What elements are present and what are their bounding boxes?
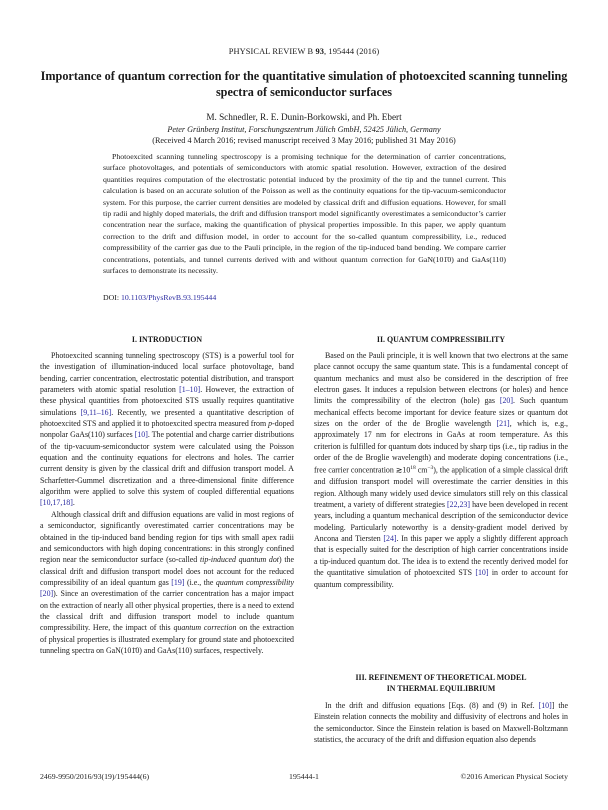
intro-paragraph-2 [40, 509, 294, 656]
citation-link[interactable]: [19] [171, 577, 185, 587]
citation-link[interactable]: [10] [475, 568, 489, 578]
text-span: on the extraction of physical properties is illustrated exemplary for ground state and photoexcited tunneling spectra on GaN(101̄0) and GaAs(110) surfaces, respectively. [40, 623, 294, 655]
journal-article-info: , 195444 (2016) [324, 47, 380, 56]
text-span: , which is, e.g., approximately 17 nm for electrons in GaAs at room temperature. As this criterion is fulfilled for quantum dots induced by sharp tips (i.e., tip radius in the order of the de Broglie wavelength) and moderate doping concentrations (i.e., free carrier concentration ≳10 [314, 419, 568, 476]
quantum-compressibility-column [314, 350, 568, 590]
text-span: . The potential and charge carrier distributions of the tip-vacuum-semiconductor system were calculated using the Poisson equation and the continuity equations for electrons and holes. The carrier current density is given by the classical drift and diffusion transport model. A Scharfetter-Gummel discretization and a three-dimensional finite difference algorithm were applied to solve this system of coupled differential equations [40, 430, 294, 497]
text-span: ) the classical drift and diffusion transport model does not account for the reduced compressibility of an ideal quantum gas [40, 555, 294, 587]
italic-text: quantum correction [173, 623, 237, 633]
citation-link[interactable]: [20] [40, 589, 54, 599]
citation-link[interactable]: [1–10] [179, 385, 201, 395]
section-heading-quantum-compressibility: II. QUANTUM COMPRESSIBILITY [376, 335, 506, 344]
text-span: ] the Einstein relation connects the mobility and diffusivity of electrons and holes in the semiconductor. Since the Einstein relation is based on Maxwell-Boltzmann statistics, the accuracy of the drift and diffusion equation also depends [314, 701, 568, 745]
doi-label: DOI: [103, 293, 121, 302]
text-span: . [72, 498, 75, 508]
citation-link[interactable]: [20] [499, 396, 513, 406]
italic-text: p [268, 419, 273, 429]
citation-link[interactable]: [22,23] [447, 500, 471, 510]
text-span: Although classical drift and diffusion equations are valid in most regions of a semiconductor, significantly overestimated carrier concentrations may be obtained in the tip-induced band bending region for tips with small apex radii and semiconductors with high doping concentrations: in this strongly confined region near the semiconductor surface (so-called [40, 509, 294, 565]
paper-title: Importance of quantum correction for the quantitative simulation of photoexcited scanning tunneling spectra of semiconductor surfaces [40, 69, 568, 99]
text-span: -doped nonpolar GaAs(110) surfaces [40, 419, 294, 440]
text-span: cm [415, 466, 428, 476]
text-span: . Recently, we presented a quantitative description of photoexcited STS and applied it to photoexcited spectra measured from [40, 407, 295, 429]
text-span: ). Since an overestimation of the carrier concentration has a major impact on the extraction of nearly all other physical properties, there is a need to extend the classical drift and diffusion transport model to include quantum compressibility. Here, the impact of this [40, 589, 294, 633]
footer-copyright: ©2016 American Physical Society [460, 772, 568, 781]
text-span: Based on the Pauli principle, it is well known that two electrons at the same place cannot occupy the same quantum state. This is a fundamental concept of quantum mechanics and must also be considered in the description of free electron gases. It induces a repulsion between electrons (or holes) and hence limits the compressibility of the electron (hole) gas [314, 351, 568, 406]
doi-link[interactable]: 10.1103/PhysRevB.93.195444 [120, 293, 217, 302]
doi-line [103, 293, 216, 302]
footer-page-number: 195444-1 [289, 772, 319, 781]
refinement-paragraph-1 [314, 700, 568, 745]
text-span: (i.e., the [184, 577, 216, 587]
section-heading-refinement [314, 672, 568, 694]
quantum-paragraph-1 [314, 350, 568, 590]
refinement-column [314, 700, 568, 745]
text-span: ), the application of a simple classical drift and diffusion transport model will overestimate the carrier densities in this region. Although many widely used device simulators still rely on this classical treatment, a variety of different strategies [314, 466, 568, 510]
paper-received-dates: (Received 4 March 2016; revised manuscript received 3 May 2016; published 31 May 2016) [152, 136, 456, 145]
citation-link[interactable]: [10] [134, 430, 148, 440]
text-span: In the drift and diffusion equations [Eqs. (8) and (9) in Ref. [325, 701, 539, 710]
text-span: . In this paper we apply a slightly different approach that is especially suited for the description of high carrier concentrations inside a tip-induced quantum dot. The idea is to extend the recently derived model for the quantitative simulation of photoexcited STS [314, 534, 568, 578]
paper-affiliation: Peter Grünberg Institut, Forschungszentrum Jülich GmbH, 52425 Jülich, Germany [167, 125, 441, 134]
italic-text: tip-induced quantum dot [199, 555, 279, 565]
paper-authors: M. Schnedler, R. E. Dunin-Borkowski, and Ph. Ebert [206, 112, 402, 122]
journal-header [0, 47, 608, 56]
journal-name: PHYSICAL REVIEW B [228, 47, 314, 56]
citation-link[interactable]: [24] [383, 534, 397, 544]
section-heading-introduction: I. INTRODUCTION [131, 335, 203, 344]
citation-link[interactable]: [10] [538, 701, 552, 710]
citation-link[interactable]: [21] [496, 419, 510, 429]
text-span: have been developed in recent years, including a quantum mechanical description of the semiconductor device modeling. Particularly noteworthy is a density-gradient model derived by Ancona and Tiersten [314, 500, 568, 544]
citation-link[interactable]: [9,11–16] [80, 407, 112, 417]
text-span: . However, the extraction of these physical quantities from photoexcited STS usually requires quantitative simulations [40, 385, 294, 417]
heading-line: IN THERMAL EQUILIBRIUM [386, 684, 496, 693]
heading-line: III. REFINEMENT OF THEORETICAL MODEL [355, 673, 527, 682]
journal-volume: 93 [315, 47, 325, 56]
italic-text: quantum compressibility [215, 577, 294, 587]
abstract: Photoexcited scanning tunneling spectroscopy is a promising technique for the determination of carrier concentrations, surface photovoltages, and potentials of semiconductors with atomic spatial resolution. However, extraction of the desired quantities requires computation of the electrostatic potential induced by the proximity of the tip and the tunnel current. This calculation is based on an accurate solution of the Poisson as well as the continuity equations for the tip-vacuum-semiconductor system. For this purpose, the carrier current densities are modeled by classical drift and diffusion equations. However, for small tip radii and highly doped materials, the drift and diffusion transport model significantly overestimates a semiconductor’s carrier concentration near the surface, making the quantification of physical properties impossible. In this paper, we apply quantum correction to the drift and diffusion model, in order to account for the so-called quantum compressibility, i.e., reduced compressibility of the carrier gas due to the Pauli principle, in the region of the tip-induced band bending. We compare carrier concentrations, potentials, and tunnel currents derived with and without quantum correction for GaN(101̄0) and GaAs(110) surfaces to demonstrate its necessity. [103, 152, 506, 276]
citation-link[interactable]: [10,17,18] [40, 498, 73, 508]
introduction-column [40, 350, 294, 656]
footer-issn: 2469-9950/2016/93(19)/195444(6) [40, 772, 150, 781]
text-span: Photoexcited scanning tunneling spectroscopy (STS) is a powerful tool for the investigation of illumination-induced local surface photovoltage, band bending, carrier concentration, electrostatic potential distribution, and transport parameters with atomic spatial resolution [40, 351, 294, 395]
text-span: . Such quantum mechanical effects become important for device feature sizes or quantum dot sizes on the order of the de Broglie wavelength [314, 396, 568, 429]
text-span: in order to account for quantum compressibility. [314, 568, 568, 589]
superscript: 18 [410, 465, 416, 472]
intro-paragraph-1 [40, 350, 294, 509]
superscript: −3 [427, 465, 434, 472]
